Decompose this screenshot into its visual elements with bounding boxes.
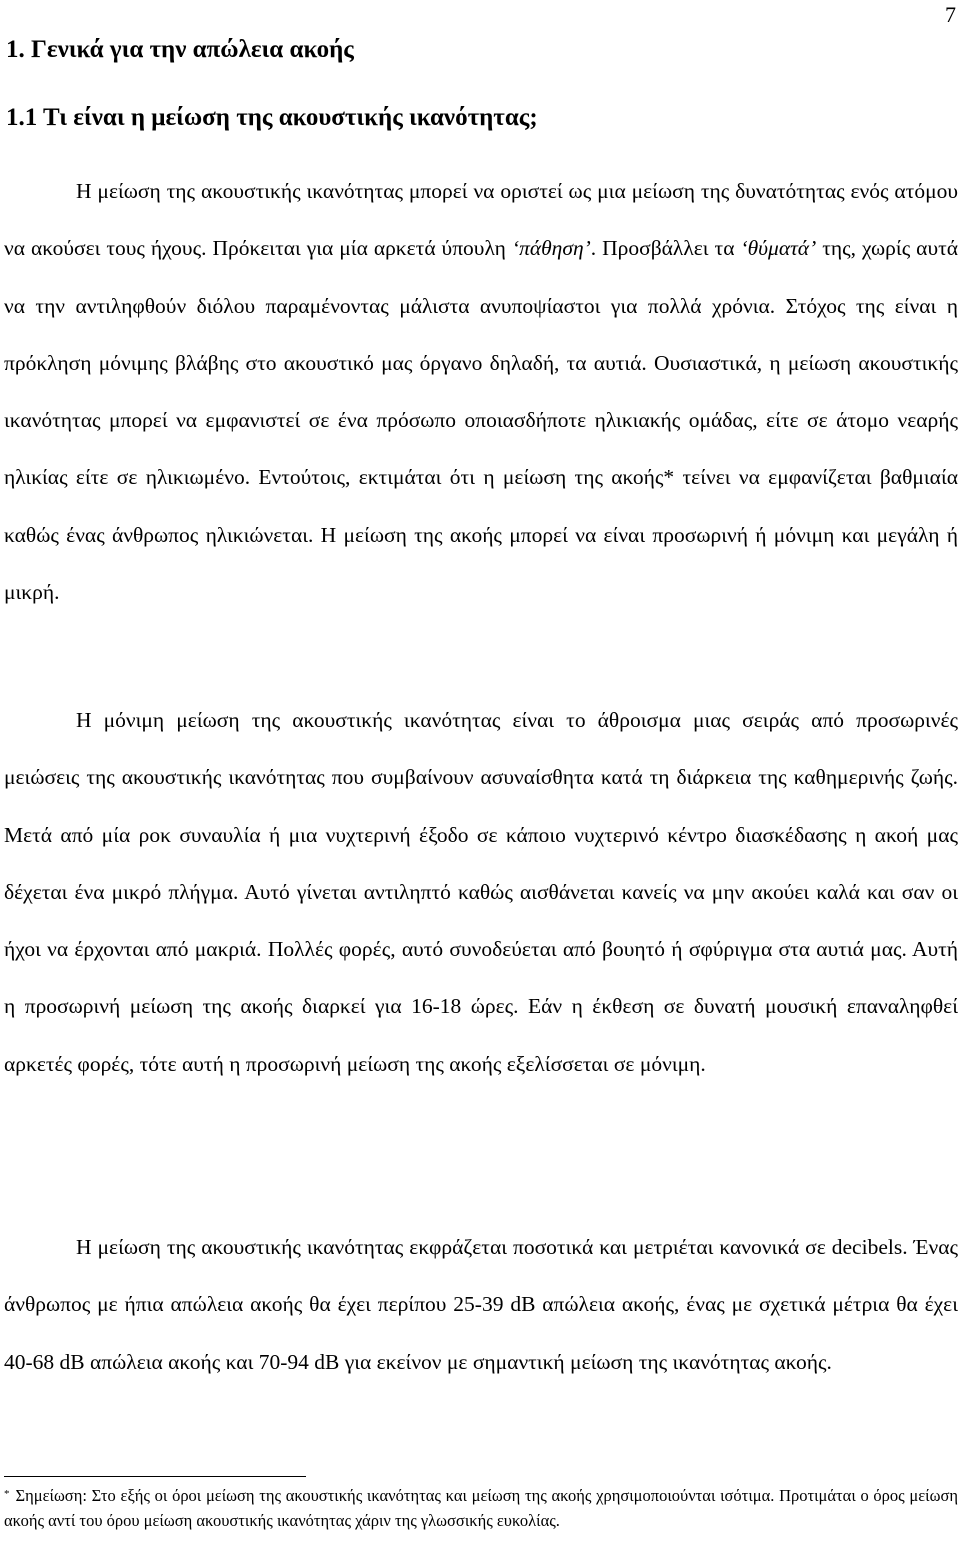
footnote-divider bbox=[4, 1476, 306, 1477]
section-heading: 1.1 Τι είναι η μείωση της ακουστικής ικανότητας; bbox=[6, 104, 538, 131]
footnote-text: Σημείωση: Στο εξής οι όροι μείωση της ακουστικής ικανότητας και μείωση της ακοής χρησιμοποιούνται ισότιμα. Προτιμάται ο όρος μείωση ακοής αντί του όρου μείωση ακουστικής ικανότητας χάριν της γλωσσικής ευκολίας. bbox=[4, 1486, 958, 1530]
footnote bbox=[4, 1484, 958, 1533]
paragraph-1-text-c: της, χωρίς αυτά να την αντιληφθούν διόλου παραμένοντας μάλιστα ανυποψίαστοι για πολλά χρόνια. Στόχος της είναι η πρόκληση μόνιμης βλάβης στο ακουστικό μας όργανο δηλαδή, τα αυτιά. Ουσιαστικά, η μείωση ακουστικής ικανότητας μπορεί να εμφανιστεί σε ένα πρόσωπο οποιασδήποτε ηλικιακής ομάδας, είτε σε άτομο νεαρής ηλικίας είτε σε ηλικιωμένο. Εντούτοις, εκτιμάται ότι η μείωση της ακοής* τείνει να εμφανίζεται βαθμιαία καθώς ένας άνθρωπος ηλικιώνεται. Η μείωση της ακοής μπορεί να είναι προσωρινή ή μόνιμη και μεγάλη ή μικρή. bbox=[4, 236, 958, 605]
chapter-heading: 1. Γενικά για την απώλεια ακοής bbox=[6, 36, 354, 63]
paragraph-2: Η μόνιμη μείωση της ακουστικής ικανότητας είναι το άθροισμα μιας σειράς από προσωρινές μειώσεις της ακουστικής ικανότητας που συμβαίνουν ασυναίσθητα κατά τη διάρκεια της καθημερινής ζωής. Μετά από μία ροκ συναυλία ή μια νυχτερινή έξοδο σε κάποιο νυχτερινό κέντρο διασκέδασης η ακοή μας δέχεται ένα μικρό πλήγμα. Αυτό γίνεται αντιληπτό καθώς αισθάνεται κανείς να μην ακούει καλά και σαν οι ήχοι να έρχονται από μακριά. Πολλές φορές, αυτό συνοδεύεται από βουητό ή σφύριγμα στα αυτιά μας. Αυτή η προσωρινή μείωση της ακοής διαρκεί για 16-18 ώρες. Εάν η έκθεση σε δυνατή μουσική επαναληφθεί αρκετές φορές, τότε αυτή η προσωρινή μείωση της ακοής εξελίσσεται σε μόνιμη. bbox=[4, 708, 958, 1076]
emphasis-thymata: ‘θύματά’ bbox=[740, 236, 817, 261]
paragraph-1-text-b: . Προσβάλλει τα bbox=[590, 236, 741, 261]
paragraph-3: Η μείωση της ακουστικής ικανότητας εκφράζεται ποσοτικά και μετριέται κανονικά σε decibels. Ένας άνθρωπος με ήπια απώλεια ακοής θα έχει περίπου 25-39 dB απώλεια ακοής, ένας με σχετικά μέτρια θα έχει 40-68 dB απώλεια ακοής και 70-94 dB για εκείνον με σημαντική μείωση της ικανότητας ακοής. bbox=[4, 1235, 958, 1374]
footnote-marker: * bbox=[4, 1488, 10, 1500]
page-number: 7 bbox=[945, 2, 956, 27]
paragraph-1 bbox=[4, 163, 958, 621]
emphasis-pathisi: ‘πάθηση’ bbox=[511, 236, 591, 261]
paragraph-1-text-a: Η μείωση της ακουστικής ικανότητας μπορεί να οριστεί ως μια μείωση της δυνατότητας ενός ατόμου να ακούσει τους ήχους. Πρόκειται για μία αρκετά ύπουλη bbox=[4, 179, 958, 261]
